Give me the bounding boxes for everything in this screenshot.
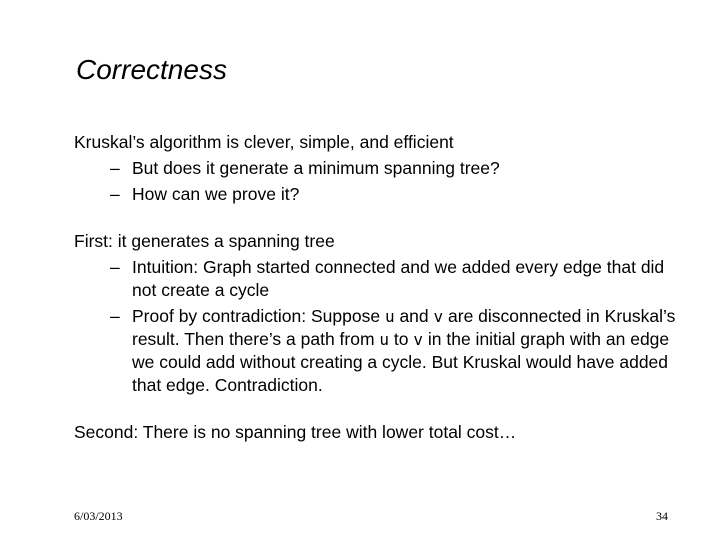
page-number: 34 [656, 509, 668, 523]
footer-date: 6/03/2013 [74, 509, 123, 523]
sub-bullet-mst-question [74, 157, 684, 180]
sub-bullet-text: How can we prove it? [132, 184, 300, 204]
bullet-kruskal-intro: Kruskal’s algorithm is clever, simple, and efficient [74, 132, 454, 152]
dash-marker: – [110, 257, 120, 277]
var-v: v [433, 307, 444, 326]
slide-body [74, 131, 684, 444]
proof-text-3: are disconnected in Kruskal’s result. Then there’s a path from [132, 306, 676, 349]
bullet-first-claim: First: it generates a spanning tree [74, 231, 335, 251]
sub-bullet-text: Intuition: Graph started connected and we added every edge that did not create a cycle [132, 257, 665, 300]
dash-marker: – [110, 184, 120, 204]
slide-title: Correctness [76, 54, 227, 85]
bullet-second-claim: Second: There is no spanning tree with lower total cost… [74, 422, 517, 442]
var-u: u [379, 330, 390, 349]
dash-marker: – [110, 306, 120, 326]
sub-bullet-text: But does it generate a minimum spanning tree? [132, 158, 500, 178]
sub-bullet-intuition [74, 256, 684, 302]
proof-text-1: Proof by contradiction: Suppose [132, 306, 385, 326]
sub-bullet-prove-question [74, 183, 684, 206]
sub-bullet-proof [74, 305, 684, 397]
proof-text-2: and [394, 306, 434, 326]
var-u: u [384, 307, 395, 326]
proof-text-4: to [389, 329, 414, 349]
dash-marker: – [110, 158, 120, 178]
proof-text-5: in the initial graph with an edge we could add without creating a cycle. But Kruskal would have added that edge. Contradiction. [132, 329, 670, 395]
var-v: v [413, 330, 424, 349]
